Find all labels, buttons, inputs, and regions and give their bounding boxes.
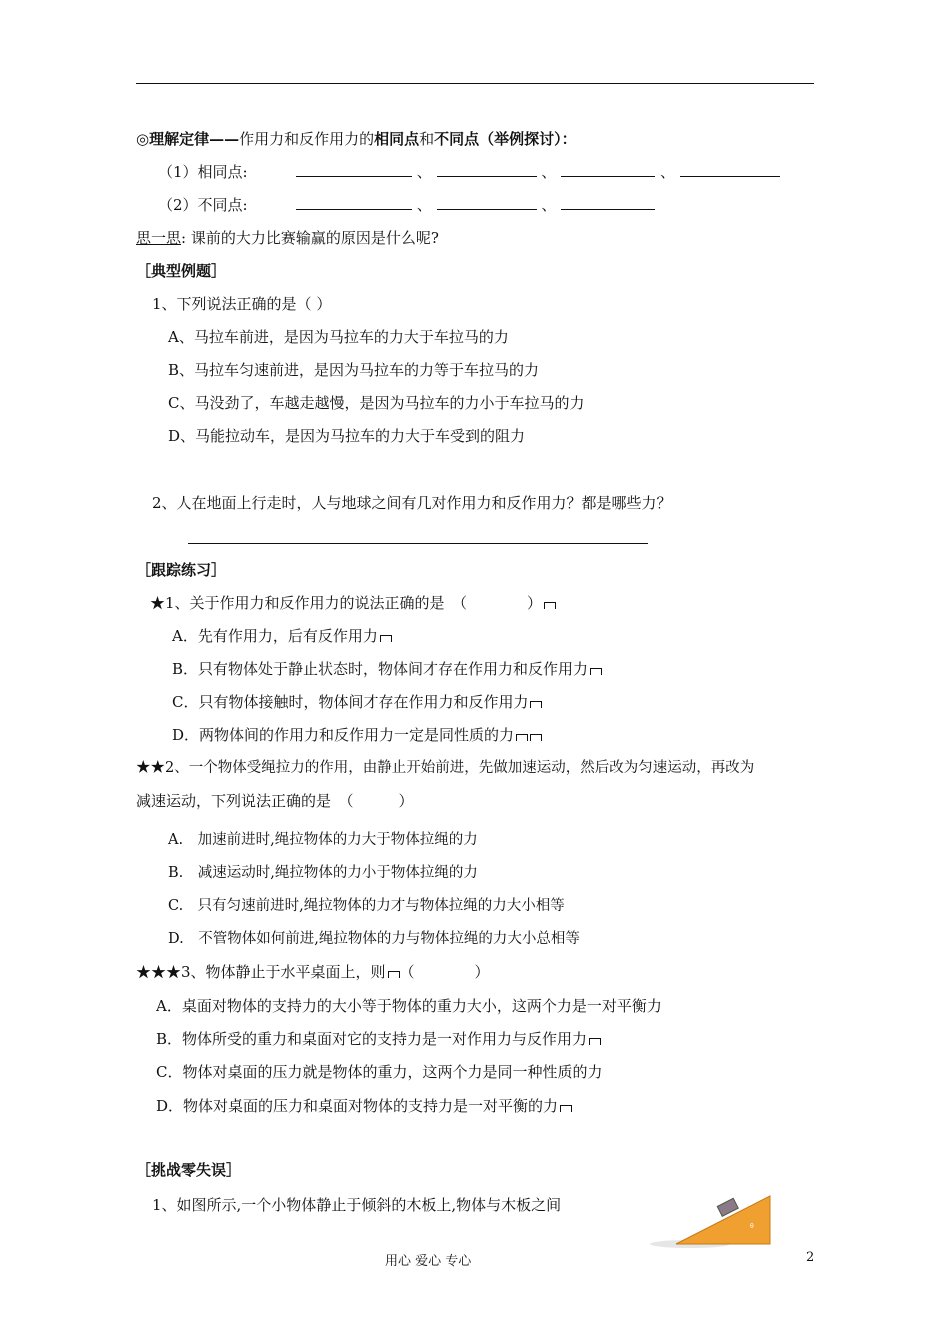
practice-q1-option-c bbox=[172, 692, 542, 712]
practice-q3-option-b bbox=[156, 1029, 601, 1049]
think-text: : 课前的大力比赛输赢的原因是什么呢? bbox=[181, 229, 439, 247]
same-blank-4[interactable] bbox=[680, 162, 780, 177]
angle-mark: θ bbox=[750, 1223, 754, 1230]
practice-q1-option-d bbox=[172, 725, 542, 745]
option-text: B．只有物体处于静止状态时，物体间才存在作用力和反作用力 bbox=[172, 660, 589, 678]
edit-mark-icon bbox=[388, 971, 400, 978]
practice-q2-line2: 减速运动，下列说法正确的是 （ ） bbox=[136, 792, 414, 810]
edit-mark-icon bbox=[589, 1038, 601, 1045]
practice-q2-option-a: A. 加速前进时,绳拉物体的力大于物体拉绳的力 bbox=[168, 832, 478, 848]
practice-q3-text: ★★★3、物体静止于水平桌面上，则 bbox=[136, 963, 386, 981]
option-text: D．物体对桌面的压力和桌面对物体的支持力是一对平衡的力 bbox=[156, 1097, 559, 1115]
option-text: A．先有作用力，后有反作用力 bbox=[172, 627, 378, 645]
challenge-q1: 1、如图所示,一个小物体静止于倾斜的木板上,物体与木板之间 bbox=[152, 1196, 562, 1214]
edit-mark-icon bbox=[590, 668, 602, 675]
separator: 、 bbox=[541, 196, 557, 214]
example-q1-option-c: C、马没劲了，车越走越慢，是因为马拉车的力小于车拉马的力 bbox=[168, 394, 585, 412]
inclined-board-figure bbox=[650, 1188, 790, 1250]
option-text: B．物体所受的重力和桌面对它的支持力是一对作用力与反作用力 bbox=[156, 1030, 588, 1048]
edit-mark-icon bbox=[516, 734, 528, 741]
diff-label: （2）不同点: bbox=[158, 196, 248, 214]
title-mid: 作用力和反作用力的 bbox=[239, 130, 375, 148]
example-q1-option-a: A、马拉车前进，是因为马拉车的力大于车拉马的力 bbox=[168, 328, 509, 346]
same-blank-2[interactable] bbox=[437, 162, 537, 177]
practice-q3-option-c: C．物体对桌面的压力就是物体的重力，这两个力是同一种性质的力 bbox=[156, 1063, 603, 1081]
diff-blank-1[interactable] bbox=[296, 195, 412, 210]
practice-q2-option-c: C. 只有匀速前进时,绳拉物体的力才与物体拉绳的力大小相等 bbox=[168, 898, 565, 914]
title-prefix: ◎理解定律—— bbox=[136, 130, 240, 148]
separator: 、 bbox=[416, 163, 432, 181]
edit-mark-icon bbox=[380, 635, 392, 642]
title-same: 相同点 bbox=[374, 130, 420, 148]
option-text: D．两物体间的作用力和反作用力一定是同性质的力 bbox=[172, 726, 515, 744]
footer-text: 用心 爱心 专心 bbox=[385, 1254, 472, 1269]
practice-q3-paren: （ ） bbox=[399, 963, 490, 981]
practice-q3-option-d bbox=[156, 1096, 572, 1116]
practice-q2-option-b: B. 减速运动时,绳拉物体的力小于物体拉绳的力 bbox=[168, 865, 478, 881]
same-blank-1[interactable] bbox=[296, 162, 412, 177]
option-text: C．只有物体接触时，物体间才存在作用力和反作用力 bbox=[172, 693, 529, 711]
title-diff: 不同点（举例探讨）： bbox=[434, 130, 577, 148]
edit-mark-icon bbox=[530, 734, 542, 741]
practice-q1-option-a bbox=[172, 626, 392, 646]
practice-q1 bbox=[150, 593, 556, 613]
practice-q2-line1: ★★2、一个物体受绳拉力的作用，由静止开始前进，先做加速运动，然后改为匀速运动，再改为 bbox=[136, 760, 755, 776]
separator: 、 bbox=[659, 163, 675, 181]
header-rule bbox=[136, 83, 814, 84]
diff-points-row bbox=[158, 195, 248, 215]
same-blanks bbox=[296, 162, 780, 182]
example-q1: 1、下列说法正确的是（ ） bbox=[152, 295, 332, 313]
diff-blanks bbox=[296, 195, 655, 215]
separator: 、 bbox=[416, 196, 432, 214]
answer-line[interactable] bbox=[188, 543, 648, 544]
edit-mark-icon bbox=[544, 602, 556, 609]
practice-q3 bbox=[136, 962, 490, 982]
example-q1-option-d: D、马能拉动车，是因为马拉车的力大于车受到的阻力 bbox=[168, 427, 526, 445]
practice-heading: ［跟踪练习］ bbox=[136, 561, 227, 579]
practice-q1-option-b bbox=[172, 659, 602, 679]
practice-q3-option-a: A．桌面对物体的支持力的大小等于物体的重力大小，这两个力是一对平衡力 bbox=[156, 997, 662, 1015]
challenge-heading: ［挑战零失误］ bbox=[136, 1161, 242, 1179]
think-label: 思一思 bbox=[136, 229, 182, 247]
diff-blank-3[interactable] bbox=[561, 195, 655, 210]
same-label: （1）相同点: bbox=[158, 163, 248, 181]
practice-q2-option-d: D. 不管物体如何前进,绳拉物体的力与物体拉绳的力大小总相等 bbox=[168, 931, 580, 947]
edit-mark-icon bbox=[530, 701, 542, 708]
think-row bbox=[136, 228, 439, 248]
practice-q1-text: ★1、关于作用力和反作用力的说法正确的是 （ ） bbox=[150, 594, 543, 612]
page-number: 2 bbox=[806, 1250, 815, 1265]
edit-mark-icon bbox=[560, 1105, 572, 1112]
diff-blank-2[interactable] bbox=[437, 195, 537, 210]
section-title bbox=[136, 129, 577, 149]
separator: 、 bbox=[541, 163, 557, 181]
title-and: 和 bbox=[419, 130, 435, 148]
same-points-row bbox=[158, 162, 248, 182]
same-blank-3[interactable] bbox=[561, 162, 655, 177]
examples-heading: ［典型例题］ bbox=[136, 262, 227, 280]
example-q2: 2、人在地面上行走时，人与地球之间有几对作用力和反作用力？都是哪些力？ bbox=[152, 494, 672, 512]
example-q1-option-b: B、马拉车匀速前进，是因为马拉车的力等于车拉马的力 bbox=[168, 361, 540, 379]
